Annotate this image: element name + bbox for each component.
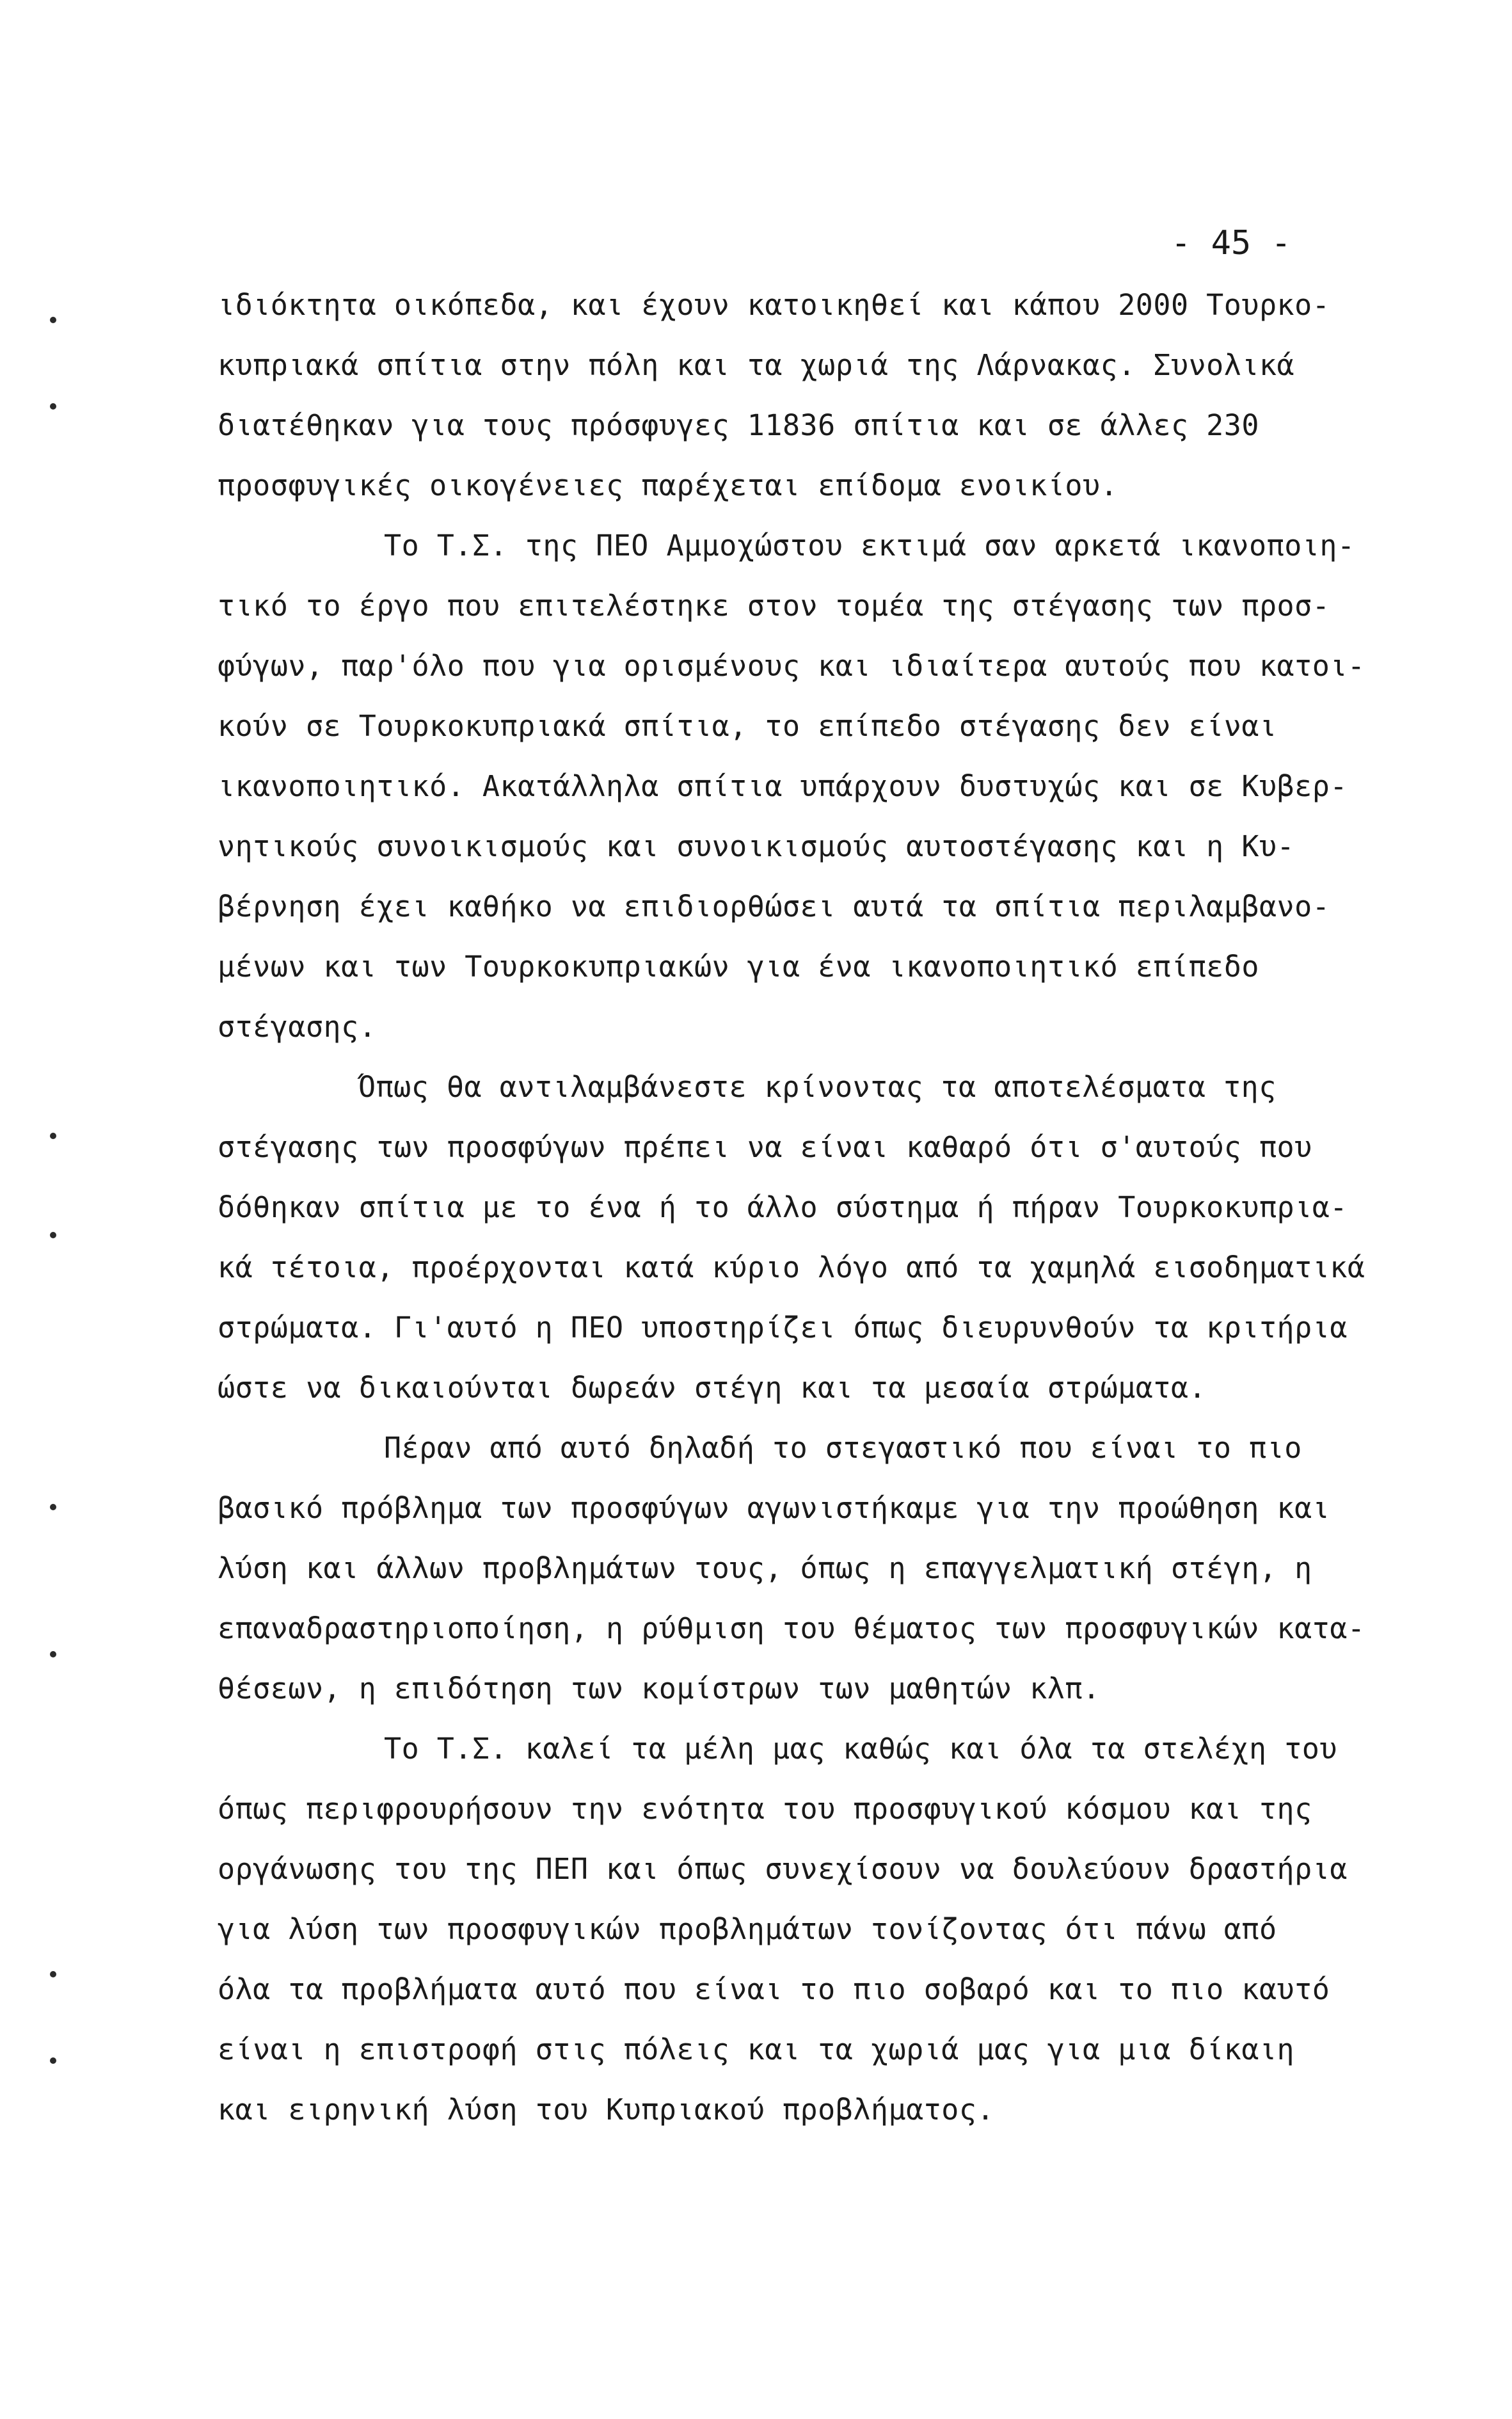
text-line: στέγασης. — [218, 1010, 377, 1044]
text-line: βέρνηση έχει καθήκο να επιδιορθώσει αυτά τα σπίτια περιλαμβανο- — [218, 890, 1330, 923]
page-number: - 45 - — [1171, 224, 1291, 262]
document-body — [218, 275, 1433, 2140]
text-line: νητικούς συνοικισμούς και συνοικισμούς αυτοστέγασης και η Κυ- — [218, 829, 1295, 863]
text-line: Το Τ.Σ. καλεί τα μέλη μας καθώς και όλα τα στελέχη του — [384, 1732, 1337, 1766]
margin-dot — [50, 403, 56, 410]
text-line: στρώματα. Γι'αυτό η ΠΕΟ υποστηρίζει όπως διευρυνθούν τα κριτήρια — [218, 1311, 1348, 1345]
paragraph — [218, 1057, 1433, 1418]
text-line: οργάνωσης του της ΠΕΠ και όπως συνεχίσουν να δουλεύουν δραστήρια — [218, 1852, 1348, 1886]
margin-dot — [50, 1133, 56, 1139]
margin-punch-marks — [0, 0, 77, 2419]
text-line: όπως περιφρουρήσουν την ενότητα του προσφυγικού κόσμου και της — [218, 1792, 1312, 1826]
text-line: είναι η επιστροφή στις πόλεις και τα χωριά μας για μια δίκαιη — [218, 2032, 1295, 2066]
margin-dot — [50, 2057, 56, 2064]
text-line: μένων και των Τουρκοκυπριακών για ένα ικανοποιητικό επίπεδο — [218, 950, 1259, 984]
margin-dot — [50, 1504, 56, 1510]
text-line: θέσεων, η επιδότηση των κομίστρων των μαθητών κλπ. — [218, 1672, 1101, 1705]
text-line: για λύση των προσφυγικών προβλημάτων τονίζοντας ότι πάνω από — [218, 1912, 1277, 1946]
paragraph — [218, 516, 1433, 1057]
text-line: ιδιόκτητα οικόπεδα, και έχουν κατοικηθεί και κάπου 2000 Τουρκο- — [218, 288, 1330, 322]
text-line: κυπριακά σπίτια στην πόλη και τα χωριά της Λάρνακας. Συνολικά — [218, 348, 1295, 382]
text-line: Όπως θα αντιλαμβάνεστε κρίνοντας τα αποτελέσματα της — [358, 1070, 1277, 1104]
margin-dot — [50, 1651, 56, 1657]
text-line: Πέραν από αυτό δηλαδή το στεγαστικό που είναι το πιο — [384, 1431, 1302, 1465]
text-line: διατέθηκαν για τους πρόσφυγες 11836 σπίτια και σε άλλες 230 — [218, 408, 1259, 442]
text-line: ικανοποιητικό. Ακατάλληλα σπίτια υπάρχουν δυστυχώς και σε Κυβερ- — [218, 769, 1348, 803]
margin-dot — [50, 1971, 56, 1977]
paragraph — [218, 1418, 1433, 1719]
text-line: όλα τα προβλήματα αυτό που είναι το πιο σοβαρό και το πιο καυτό — [218, 1972, 1330, 2006]
text-line: κούν σε Τουρκοκυπριακά σπίτια, το επίπεδο στέγασης δεν είναι — [218, 709, 1277, 743]
text-line: στέγασης των προσφύγων πρέπει να είναι καθαρό ότι σ'αυτούς που — [218, 1130, 1312, 1164]
text-line: και ειρηνική λύση του Κυπριακού προβλήματος. — [218, 2093, 995, 2127]
margin-dot — [50, 1232, 56, 1238]
text-line: λύση και άλλων προβλημάτων τους, όπως η επαγγελματική στέγη, η — [218, 1551, 1312, 1585]
text-line: Το Τ.Σ. της ΠΕΟ Αμμοχώστου εκτιμά σαν αρκετά ικανοποιη- — [384, 529, 1355, 563]
margin-dot — [50, 317, 56, 323]
paragraph — [218, 275, 1433, 516]
paragraph — [218, 1719, 1433, 2140]
text-line: κά τέτοια, προέρχονται κατά κύριο λόγο από τα χαμηλά εισοδηματικά — [218, 1250, 1365, 1284]
text-line: ώστε να δικαιούνται δωρεάν στέγη και τα μεσαία στρώματα. — [218, 1371, 1207, 1405]
text-line: δόθηκαν σπίτια με το ένα ή το άλλο σύστημα ή πήραν Τουρκοκυπρια- — [218, 1190, 1348, 1224]
text-line: τικό το έργο που επιτελέστηκε στον τομέα της στέγασης των προσ- — [218, 589, 1330, 623]
text-line: βασικό πρόβλημα των προσφύγων αγωνιστήκαμε για την προώθηση και — [218, 1491, 1330, 1525]
text-line: επαναδραστηριοποίηση, η ρύθμιση του θέματος των προσφυγικών κατα- — [218, 1611, 1365, 1645]
text-line: προσφυγικές οικογένειες παρέχεται επίδομα ενοικίου. — [218, 468, 1118, 502]
text-line: φύγων, παρ'όλο που για ορισμένους και ιδιαίτερα αυτούς που κατοι- — [218, 649, 1365, 683]
